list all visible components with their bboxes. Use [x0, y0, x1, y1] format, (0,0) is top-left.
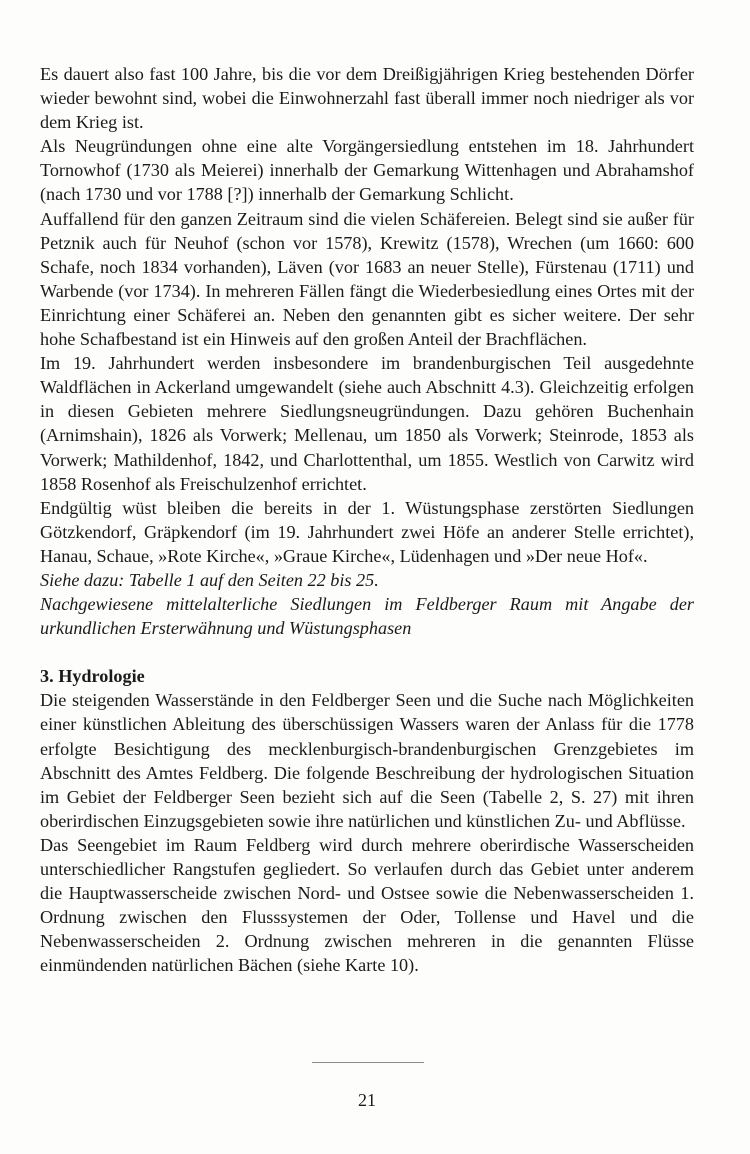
- paragraph-sheep-farms: Auffallend für den ganzen Zeitraum sind die vielen Schäfereien. Belegt sind sie außer für Petznik auch für Neuhof (schon vor 1578), Krewitz (1578), Wrechen (um 1660: 600 Schafe, noch 1834 vorhanden), Läven (vor 1683 an neuer Stelle), Fürstenau (1711) und Warbende (vor 1734). In mehreren Fällen fängt die Wiederbesiedlung eines Ortes mit der Einrichtung einer Schäferei an. Neben den genannten gibt es sicher weitere. Der sehr hohe Schafbestand ist ein Hinweis auf den großen Anteil der Brachflächen.: [40, 208, 694, 350]
- paragraph-new-settlements: Als Neugründungen ohne eine alte Vorgängersiedlung entstehen im 18. Jahrhundert Tornowhof (1730 als Meierei) innerhalb der Gemarkung Wittenhagen und Abrahamshof (nach 1730 und vor 1788 [?]) innerhalb der Gemarkung Schlicht.: [40, 136, 694, 205]
- footer-divider: [312, 1062, 424, 1063]
- body-text: [40, 62, 694, 977]
- table-caption: Nachgewiesene mittelalterliche Siedlungen im Feldberger Raum mit Angabe der urkundlichen Ersterwähnung und Wüstungsphasen: [40, 594, 694, 639]
- paragraph-postwar-villages: Es dauert also fast 100 Jahre, bis die vor dem Dreißigjährigen Krieg bestehenden Dörfer wieder bewohnt sind, wobei die Einwohnerzahl fast überall immer noch niedriger als vor dem Krieg ist.: [40, 64, 694, 133]
- paragraph-19th-century: Im 19. Jahrhundert werden insbesondere im brandenburgischen Teil ausgedehnte Waldflächen in Ackerland umgewandelt (siehe auch Abschnitt 4.3). Gleichzeitig erfolgen in diesen Gebieten mehrere Siedlungsneugründungen. Dazu gehören Buchenhain (Arnimshain), 1826 als Vorwerk; Mellenau, um 1850 als Vorwerk; Steinrode, 1853 als Vorwerk; Mathildenhof, 1842, und Charlottenthal, um 1855. Westlich von Carwitz wird 1858 Rosenhof als Freischulzenhof errichtet.: [40, 353, 694, 494]
- section-heading: 3. Hydrologie: [40, 666, 145, 687]
- section-spacer: [40, 640, 694, 664]
- paragraph-hydrology-intro: Die steigenden Wasserstände in den Feldberger Seen und die Suche nach Möglichkeiten einer künstlichen Ableitung des überschüssigen Wassers waren der Anlass für die 1778 erfolgte Besichtigung des mecklenburgisch-brandenburgischen Grenzgebietes im Abschnitt des Amtes Feldberg. Die folgende Beschreibung der hydrologischen Situation im Gebiet der Feldberger Seen bezieht sich auf die Seen (Tabelle 2, S. 27) mit ihren oberirdischen Einzugsgebieten sowie ihre natürlichen und künstlichen Zu- und Abflüsse.: [40, 690, 694, 831]
- page-number: 21: [358, 1090, 376, 1110]
- paragraph-watersheds: Das Seengebiet im Raum Feldberg wird durch mehrere oberirdische Wasserscheiden unterschiedlicher Rangstufen gegliedert. So verlaufen durch das Gebiet unter anderem die Hauptwasserscheide zwischen Nord- und Ostsee sowie die Nebenwasserscheiden 1. Ordnung zwischen den Flusssystemen der Oder, Tollense und Havel und die Nebenwasserscheiden 2. Ordnung zwischen mehreren in die genannten Flüsse einmündenden natürlichen Bächen (siehe Karte 10).: [40, 834, 694, 976]
- paragraph-deserted-settlements: Endgültig wüst bleiben die bereits in der 1. Wüstungsphase zerstörten Siedlungen Götzkendorf, Gräpkendorf (im 19. Jahrhundert zwei Höfe an anderer Stelle errichtet), Hanau, Schaue, »Rote Kirche«, »Graue Kirche«, Lüdenhagen und »Der neue Hof«.: [40, 497, 694, 566]
- see-also-reference: Siehe dazu: Tabelle 1 auf den Seiten 22 bis 25.: [40, 569, 379, 590]
